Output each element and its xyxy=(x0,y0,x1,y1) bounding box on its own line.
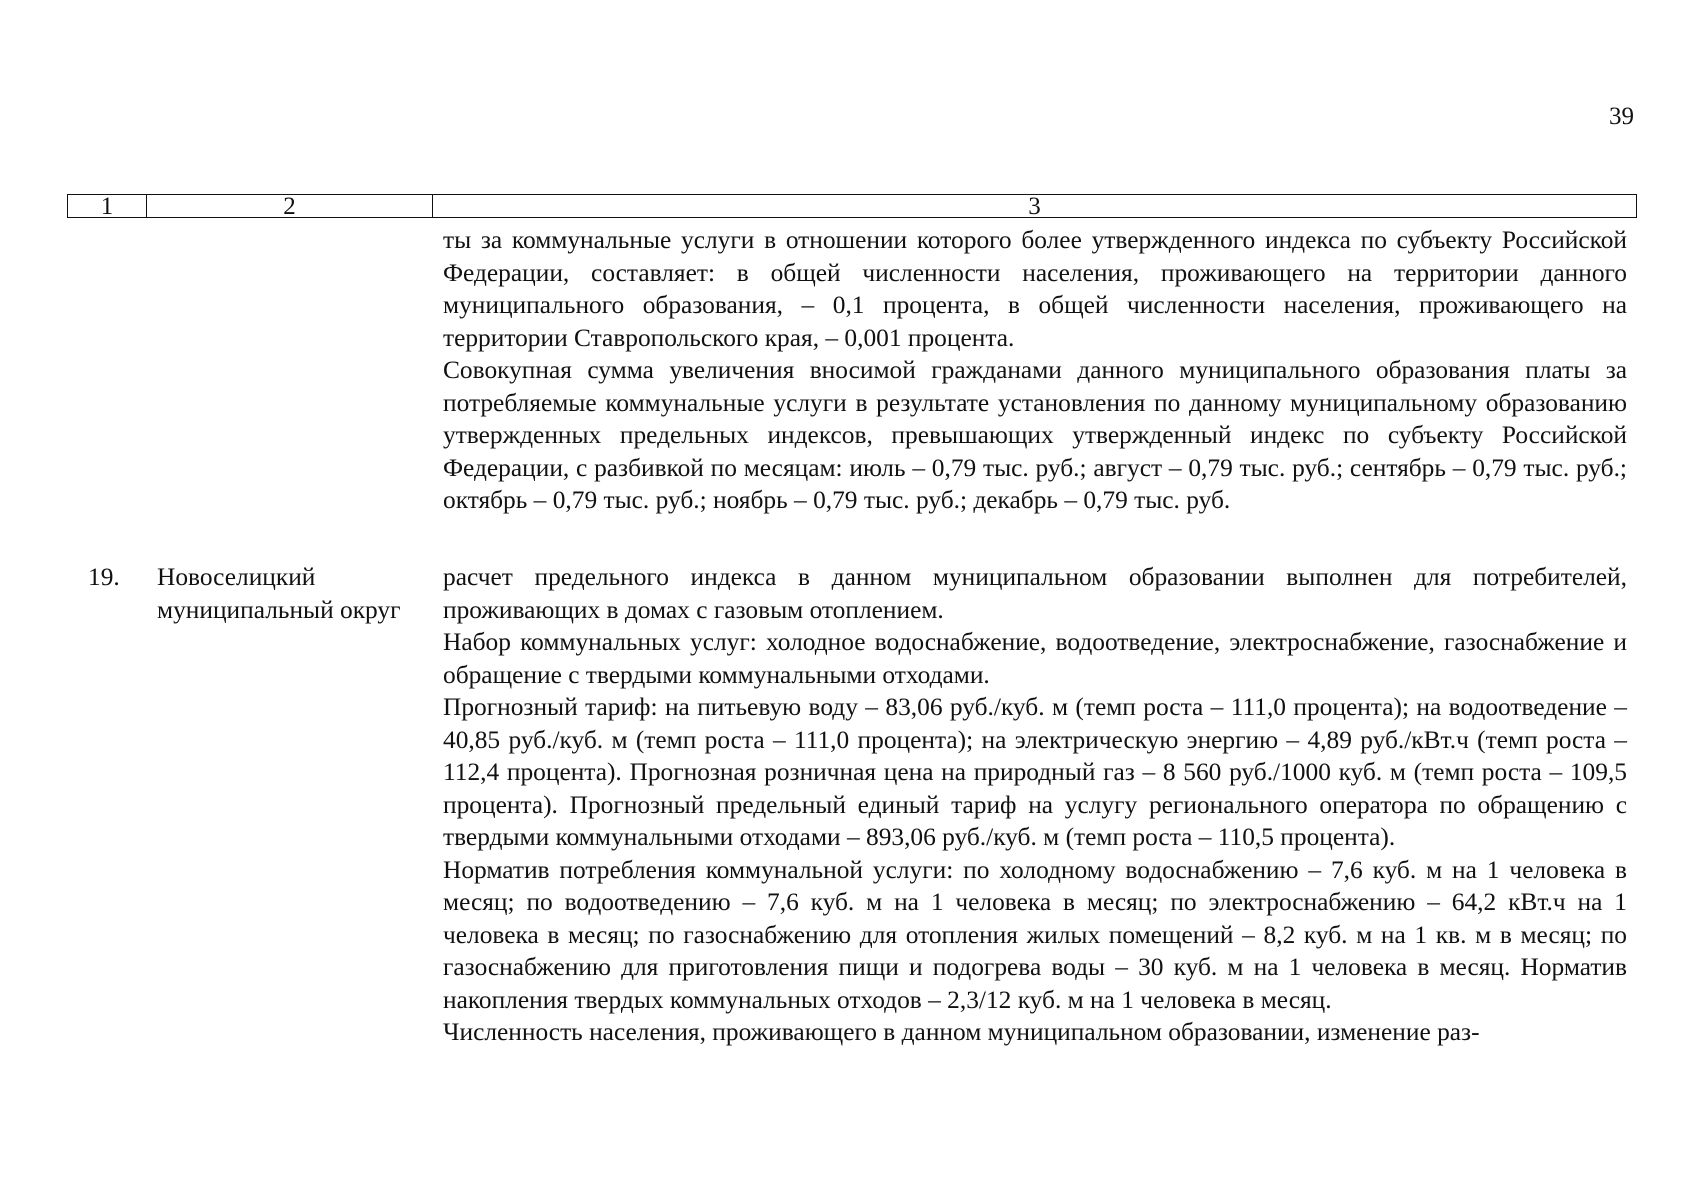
paragraph: Набор коммунальных услуг: холодное водоснабжение, водоотведение, электроснабжение, газоснабжение и обращение с твердыми коммунальными отходами. xyxy=(443,628,1627,689)
column-header-2: 2 xyxy=(146,195,432,217)
paragraph: Численность населения, проживающего в данном муниципальном образовании, изменение раз- xyxy=(443,1018,1480,1046)
paragraph: Совокупная сумма увеличения вносимой гражданами данного муниципального образования платы за потребляемые коммунальные услуги в результате установления по данному муниципальному образованию утвержденных предельных индексов, превышающих утвержденный индекс по субъекту Российской Федерации, с разбивкой по месяцам: июль – 0,79 тыс. руб.; август – 0,79 тыс. руб.; сентябрь – 0,79 тыс. руб.; октябрь – 0,79 тыс. руб.; ноябрь – 0,79 тыс. руб.; декабрь – 0,79 тыс. руб. xyxy=(443,356,1627,514)
paragraph: Прогнозный тариф: на питьевую воду – 83,06 руб./куб. м (темп роста – 111,0 процента); на водоотведение – 40,85 руб./куб. м (темп роста – 111,0 процента); на электрическую энергию – 4,89 руб./кВт.ч (темп роста – 112,4 процента). Прогнозная розничная цена на природный газ – 8 560 руб./1000 куб. м (темп роста – 109,5 процента). Прогнозный предельный единый тариф на услугу регионального оператора по обращению с твердыми коммунальными отходами – 893,06 руб./куб. м (темп роста – 110,5 процента). xyxy=(443,693,1627,851)
paragraph: ты за коммунальные услуги в отношении которого более утвержденного индекса по субъекту Российской Федерации, составляет: в общей численности населения, проживающего на территории данного муниципального образования, – 0,1 процента, в общей численности населения, проживающего на территории Ставропольского края, – 0,001 процента. xyxy=(443,226,1627,352)
table-header-row xyxy=(67,194,1637,218)
column-header-3: 3 xyxy=(432,195,1636,217)
row-number: 19. xyxy=(88,563,120,591)
municipality-name: Новоселицкий муниципальный округ xyxy=(157,563,401,624)
paragraph: расчет предельного индекса в данном муниципальном образовании выполнен для потребителей, проживающих в домах с газовым отоплением. xyxy=(443,563,1627,624)
column-header-1: 1 xyxy=(100,192,114,220)
row-description-cell xyxy=(443,561,1627,1049)
page-number: 39 xyxy=(1609,103,1634,130)
continued-description-cell xyxy=(443,224,1627,517)
paragraph: Норматив потребления коммунальной услуги: по холодному водоснабжению – 7,6 куб. м на 1 человека в месяц; по водоотведению – 7,6 куб. м на 1 человека в месяц; по электроснабжению – 64,2 кВт.ч на 1 человека в месяц; по газоснабжению для отопления жилых помещений – 8,2 куб. м на 1 кв. м в месяц; по газоснабжению для приготовления пищи и подогрева воды – 30 куб. м на 1 человека в месяц. Норматив накопления твердых коммунальных отходов – 2,3/12 куб. м на 1 человека в месяц. xyxy=(443,855,1627,1014)
